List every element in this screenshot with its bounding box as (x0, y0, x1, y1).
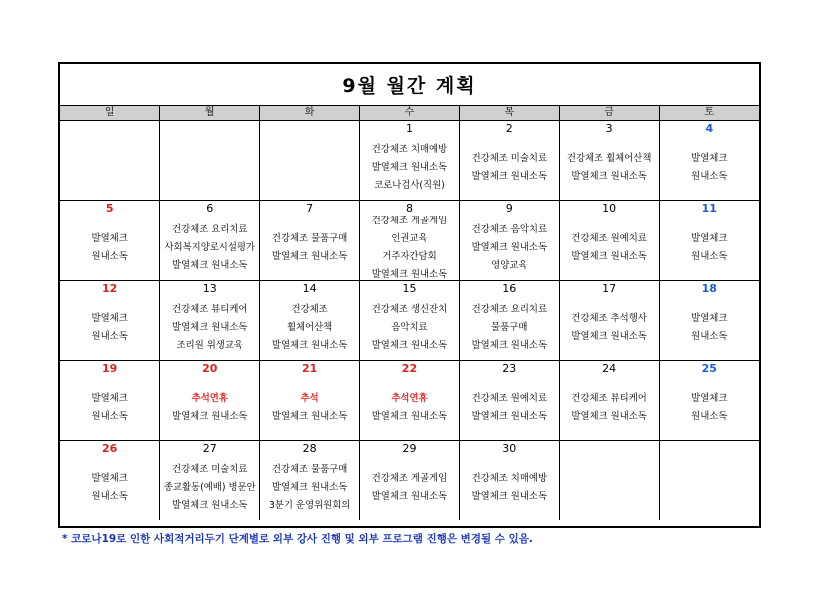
day-cell (459, 361, 559, 441)
day-number: 11 (701, 202, 717, 215)
day-number: 2 (505, 122, 513, 135)
activity-list (60, 456, 159, 520)
day-cell (360, 201, 460, 281)
activity-item: 건강체조 치매예방 (471, 473, 548, 484)
activity-item: 발열체크 (691, 153, 728, 164)
day-number: 14 (302, 282, 317, 295)
activity-item: 건강체조 미술치료 (471, 153, 548, 164)
day-number: 27 (202, 442, 217, 455)
day-number: 24 (602, 362, 617, 375)
day-number: 9 (505, 202, 513, 215)
day-cell (160, 441, 260, 521)
activity-list (60, 376, 159, 440)
activity-item: 발열체크 (91, 233, 128, 244)
activity-item: 3분기 운영위원회의 (268, 500, 351, 511)
activity-list (260, 456, 359, 520)
calendar-table (60, 106, 759, 520)
day-number (60, 121, 159, 136)
week-row (60, 441, 759, 521)
activity-item: 발열체크 원내소독 (271, 251, 348, 262)
activity-list (160, 216, 259, 280)
day-number: 7 (306, 202, 314, 215)
day-cell (659, 441, 759, 521)
activity-item: 건강체조 게골게임 (371, 216, 448, 226)
day-cell (360, 441, 460, 521)
activity-item: 원내소독 (691, 171, 728, 182)
day-number: 13 (202, 282, 217, 295)
activity-list (560, 296, 659, 360)
activity-item: 건강체조 (291, 304, 328, 315)
activity-list (460, 136, 559, 200)
day-number: 1 (405, 122, 413, 135)
day-cell (160, 281, 260, 361)
day-number: 3 (605, 122, 613, 135)
day-cell (60, 121, 160, 201)
activity-item: 휠체어산책 (286, 322, 333, 333)
day-cell (160, 361, 260, 441)
day-number: 5 (105, 202, 114, 215)
activity-item: 발열체크 원내소독 (471, 491, 548, 502)
activity-item: 발열체크 원내소독 (271, 482, 348, 493)
activity-item: 원내소독 (691, 331, 728, 342)
week-row (60, 201, 759, 281)
activity-item: 발열체크 원내소독 (571, 171, 647, 182)
activity-list (60, 136, 159, 200)
day-number: 20 (202, 362, 218, 375)
day-number: 19 (102, 362, 118, 375)
week-row (60, 121, 759, 201)
day-cell (60, 281, 160, 361)
activity-item: 건강체조 추석행사 (571, 313, 647, 324)
activity-item: 발열체크 (91, 393, 128, 404)
activity-list (160, 296, 259, 360)
weekday-wed: 수 (360, 106, 460, 121)
activity-item: 건강체조 원예치료 (471, 393, 548, 404)
activity-list (460, 456, 559, 520)
day-number (660, 441, 759, 456)
activity-item: 발열체크 (691, 393, 728, 404)
weekday-tue: 화 (260, 106, 360, 121)
activity-item: 발열체크 원내소독 (271, 411, 348, 422)
activity-item: 발열체크 (91, 473, 128, 484)
day-number: 22 (401, 362, 418, 375)
day-cell (260, 361, 360, 441)
activity-item: 발열체크 (691, 233, 728, 244)
activity-list (60, 296, 159, 360)
day-number (160, 121, 259, 136)
calendar-title: 9월 월간 계획 (60, 64, 759, 106)
day-cell (659, 361, 759, 441)
activity-item: 건강체조 생신잔치 (371, 304, 448, 315)
day-cell (60, 201, 160, 281)
day-cell (459, 281, 559, 361)
activity-list (360, 216, 459, 280)
activity-item: 발열체크 원내소독 (371, 340, 448, 351)
activity-list (60, 216, 159, 280)
day-number: 18 (701, 282, 717, 295)
activity-list (560, 376, 659, 440)
day-cell (60, 361, 160, 441)
day-cell (659, 281, 759, 361)
day-cell (559, 361, 659, 441)
day-number: 21 (301, 362, 318, 375)
day-number: 17 (602, 282, 617, 295)
activity-list (560, 216, 659, 280)
day-cell (559, 441, 659, 521)
activity-item: 인권교육 (391, 233, 428, 244)
activity-list (360, 136, 459, 200)
weekday-fri: 금 (559, 106, 659, 121)
day-cell (559, 201, 659, 281)
activity-list (660, 376, 759, 440)
activity-item: 원내소독 (91, 251, 128, 262)
day-cell (360, 121, 460, 201)
day-cell (459, 121, 559, 201)
activity-list (660, 456, 759, 520)
activity-list (160, 376, 259, 440)
week-row (60, 361, 759, 441)
activity-list (460, 296, 559, 360)
activity-item: 거주자간담회 (382, 251, 437, 262)
activity-list (360, 456, 459, 520)
activity-item: 발열체크 원내소독 (172, 322, 248, 333)
activity-item: 건강체조 뷰티케어 (172, 304, 248, 315)
activity-item: 건강체조 요리치료 (471, 304, 548, 315)
day-cell (559, 121, 659, 201)
day-number: 26 (102, 442, 118, 455)
day-cell (659, 201, 759, 281)
weekday-sat: 토 (659, 106, 759, 121)
activity-list (360, 296, 459, 360)
activity-item: 조리원 위생교육 (176, 340, 243, 351)
activity-item: 건강체조 요리치료 (172, 224, 248, 235)
activity-item: 건강체조 휠체어산책 (566, 153, 652, 164)
day-cell (260, 201, 360, 281)
day-number: 28 (302, 442, 317, 455)
day-number: 30 (502, 442, 517, 455)
day-number: 4 (705, 122, 714, 135)
activity-list (160, 136, 259, 200)
day-cell (260, 441, 360, 521)
activity-list (360, 376, 459, 440)
day-number (560, 441, 659, 456)
day-cell (360, 361, 460, 441)
activity-list (560, 136, 659, 200)
activity-item: 원내소독 (91, 491, 128, 502)
day-number: 6 (206, 202, 214, 215)
day-cell (459, 441, 559, 521)
day-number: 15 (402, 282, 417, 295)
activity-item: 추석연휴 (391, 393, 428, 404)
activity-item: 건강체조 뷰티케어 (571, 393, 647, 404)
activity-item: 발열체크 원내소독 (172, 500, 248, 511)
activity-list (260, 296, 359, 360)
activity-item: 발열체크 원내소독 (571, 251, 647, 262)
day-number: 10 (602, 202, 617, 215)
day-number: 8 (405, 202, 413, 215)
day-cell (160, 121, 260, 201)
activity-list (160, 456, 259, 520)
activity-item: 영양교육 (491, 260, 528, 271)
activity-list (460, 216, 559, 280)
activity-item: 건강체조 게골게임 (371, 473, 448, 484)
weekday-mon: 월 (160, 106, 260, 121)
activity-item: 발열체크 원내소독 (471, 411, 548, 422)
day-cell (160, 201, 260, 281)
activity-item: 건강체조 음악치료 (471, 224, 548, 235)
activity-list (260, 376, 359, 440)
day-number: 25 (701, 362, 717, 375)
activity-item: 발열체크 (91, 313, 128, 324)
activity-item: 건강체조 치매예방 (371, 144, 448, 155)
activity-item: 발열체크 원내소독 (471, 340, 548, 351)
activity-item: 사회복지양로시설평가 (164, 242, 256, 253)
activity-item: 발열체크 원내소독 (172, 411, 248, 422)
weekday-thu: 목 (459, 106, 559, 121)
activity-item: 발열체크 원내소독 (371, 162, 448, 173)
activity-item: 추석연휴 (191, 393, 228, 404)
footnote: * 코로나19로 인한 사회적거리두기 단계별로 외부 강사 진행 및 외부 프로그램 진행은 변경될 수 있음. (62, 533, 533, 545)
weekday-sun: 일 (60, 106, 160, 121)
day-number: 12 (102, 282, 118, 295)
activity-list (560, 456, 659, 520)
activity-item: 건강체조 원예치료 (571, 233, 647, 244)
activity-item: 발열체크 원내소독 (371, 491, 448, 502)
activity-item: 음악치료 (391, 322, 428, 333)
activity-item: 추석 (300, 393, 319, 404)
calendar-body (60, 121, 759, 521)
day-cell (459, 201, 559, 281)
day-number: 16 (502, 282, 517, 295)
activity-item: 건강체조 물품구매 (271, 464, 348, 475)
day-cell (360, 281, 460, 361)
activity-item: 코로나검사(직원) (374, 180, 445, 191)
activity-list (460, 376, 559, 440)
activity-item: 원내소독 (91, 411, 128, 422)
activity-item: 원내소독 (691, 251, 728, 262)
activity-item: 종교활동(예배) 병문안 (163, 482, 256, 493)
activity-list (260, 216, 359, 280)
activity-list (660, 216, 759, 280)
activity-item: 발열체크 원내소독 (571, 331, 647, 342)
activity-list (260, 136, 359, 200)
activity-item: 건강체조 물품구매 (271, 233, 348, 244)
day-cell (260, 121, 360, 201)
day-number (260, 121, 359, 136)
day-cell (60, 441, 160, 521)
activity-item: 원내소독 (691, 411, 728, 422)
activity-item: 발열체크 원내소독 (371, 269, 448, 280)
activity-item: 발열체크 원내소독 (371, 411, 448, 422)
activity-list (660, 296, 759, 360)
activity-item: 발열체크 원내소독 (271, 340, 348, 351)
activity-item: 발열체크 원내소독 (172, 260, 248, 271)
day-cell (260, 281, 360, 361)
day-number: 29 (402, 442, 417, 455)
day-number: 23 (502, 362, 517, 375)
activity-item: 발열체크 원내소독 (571, 411, 647, 422)
week-row (60, 281, 759, 361)
activity-item: 물품구매 (491, 322, 528, 333)
day-cell (559, 281, 659, 361)
activity-list (660, 136, 759, 200)
activity-item: 건강체조 미술치료 (172, 464, 248, 475)
weekday-header-row (60, 106, 759, 121)
activity-item: 발열체크 원내소독 (471, 242, 548, 253)
calendar-frame (58, 62, 761, 528)
activity-item: 발열체크 (691, 313, 728, 324)
activity-item: 발열체크 원내소독 (471, 171, 548, 182)
day-cell (659, 121, 759, 201)
activity-item: 원내소독 (91, 331, 128, 342)
